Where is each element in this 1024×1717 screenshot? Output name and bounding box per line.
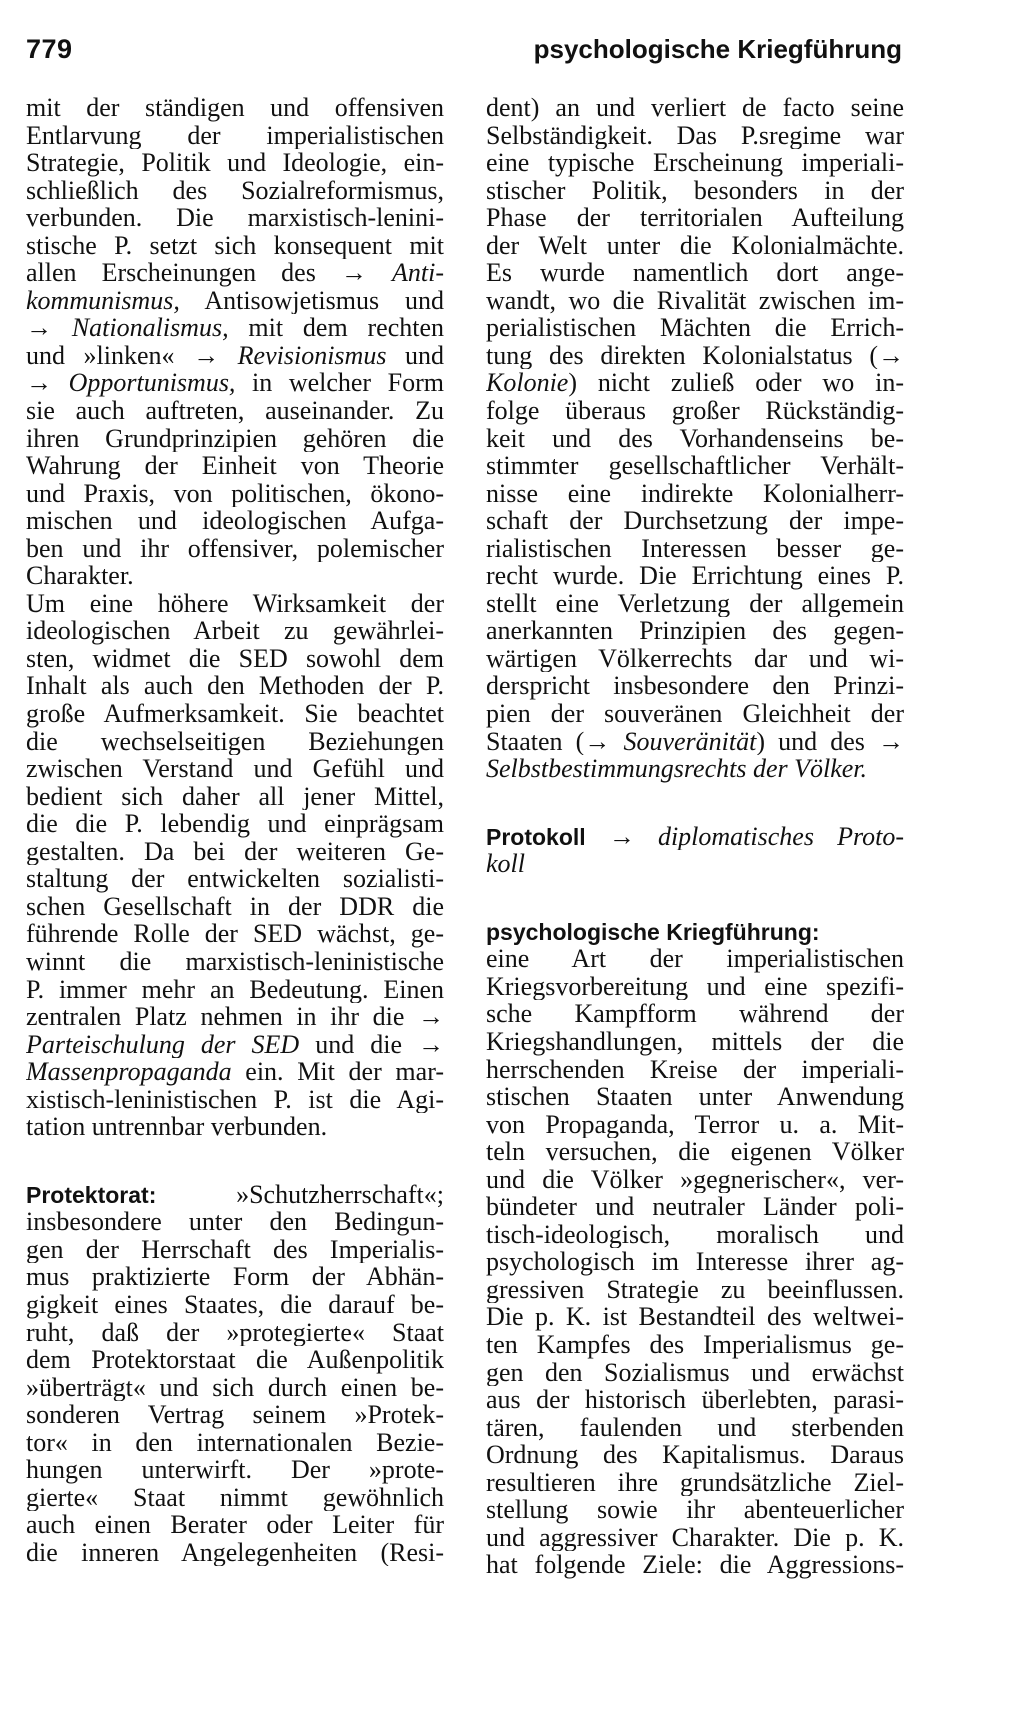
right-column (486, 94, 904, 1579)
running-title: psychologische Kriegführung (533, 34, 902, 64)
text-line: der Welt unter die Kolonialmächte. (486, 231, 904, 260)
text-line: Kolonie) nicht zuließ oder wo in- (486, 369, 904, 398)
text-line: tären, faulenden und sterbenden (486, 1413, 904, 1442)
crossref-diplomatisches-protokoll-cont: koll (486, 850, 525, 878)
text-line: schen Gesellschaft in der DDR die (26, 892, 444, 921)
text-line: dem Protektorstaat die Außenpolitik (26, 1346, 444, 1374)
text-line: recht wurde. Die Errichtung eines P. (486, 562, 904, 590)
text-line: gestalten. Da bei der weiteren Ge- (26, 837, 444, 866)
text-line: tor« in den internationalen Bezie- (26, 1428, 444, 1457)
text-line: tation untrennbar verbunden. (26, 1113, 328, 1141)
text-line: Ordnung des Kapitalismus. Daraus (486, 1441, 904, 1469)
text-line: und aggressiver Charakter. Die p. K. (486, 1523, 904, 1552)
text-line: zwischen Verstand und Gefühl und (26, 755, 444, 783)
text-line: Wahrung der Einheit von Theorie (26, 452, 444, 480)
text-line: und die Völker »gegnerischer«, ver- (486, 1165, 904, 1194)
text-line: Protokoll → diplomatisches Proto- (486, 822, 904, 851)
text-line: Die p. K. ist Bestandteil des weltwei- (486, 1303, 904, 1331)
headword-psychologische-kriegfuehrung: psychologische Kriegführung: (486, 918, 820, 945)
text-line: und Praxis, von politischen, ökono- (26, 479, 444, 508)
text-line: P. immer mehr an Bedeutung. Einen (26, 975, 444, 1004)
text-line: tisch-ideologisch, moralisch und (486, 1220, 904, 1249)
text-line: eine typische Erscheinung imperiali- (486, 149, 904, 177)
text-line: winnt die marxistisch-leninistische (26, 947, 444, 976)
text-line: stische P. setzt sich konsequent mit (26, 231, 444, 260)
text-line (486, 850, 904, 878)
left-column (26, 94, 444, 1566)
text-line: mus praktizierte Form der Abhän- (26, 1263, 444, 1291)
crossref-massenpropaganda: Massenpropaganda (26, 1058, 232, 1086)
text-line: führende Rolle der SED wächst, ge- (26, 920, 444, 948)
text-line: verbunden. Die marxistisch-lenini- (26, 204, 444, 232)
text-line: stimmter gesellschaftlicher Verhält- (486, 452, 904, 480)
text-line: gen den Sozialismus und erwächst (486, 1358, 904, 1387)
text-line: Um eine höhere Wirksamkeit der (26, 589, 444, 618)
text-line: stellung sowie ihr abenteuerlicher (486, 1496, 904, 1524)
text-line: herrschenden Kreise der imperiali- (486, 1055, 904, 1084)
text-line: kommunismus, Antisowjetismus und (26, 286, 444, 315)
text-line: xistisch-leninistischen P. ist die Agi- (26, 1085, 444, 1114)
text-line: nisse eine indirekte Kolonialherr- (486, 479, 904, 508)
crossref-diplomatisches-protokoll: diplomatisches Proto- (657, 822, 904, 851)
text-line: sonderen Vertrag seinem »Protek- (26, 1401, 444, 1429)
text-line: ihren Grundprinzipien gehören die (26, 424, 444, 453)
text-line: Es wurde namentlich dort ange- (486, 259, 904, 287)
text-line: hungen unterwirft. Der »prote- (26, 1456, 444, 1484)
text-line: gressiven Strategie zu beeinflussen. (486, 1275, 904, 1304)
text-line: Selbständigkeit. Das P.sregime war (486, 121, 904, 150)
text-line (486, 755, 904, 783)
text-line: teln versuchen, die eigenen Völker (486, 1138, 904, 1166)
text-line: insbesondere unter den Bedingun- (26, 1208, 444, 1236)
text-line: stischer Politik, besonders in der (486, 176, 904, 205)
crossref-kolonie: Kolonie (486, 369, 569, 398)
crossref-antikommunismus: Anti- (392, 259, 444, 287)
text-line: gen der Herrschaft des Imperialis- (26, 1235, 444, 1264)
text-line: »überträgt« und sich durch einen be- (26, 1373, 444, 1402)
text-line: Kriegshandlungen, mittels der die (486, 1027, 904, 1056)
text-line: Entlarvung der imperialistischen (26, 121, 444, 150)
text-line: Massenpropaganda ein. Mit der mar- (26, 1058, 444, 1086)
text-line: ruht, daß der »protegierte« Staat (26, 1318, 444, 1347)
text-line: tung des direkten Kolonialstatus (→ (486, 341, 904, 370)
text-line: ben und ihr offensiver, polemischer (26, 534, 444, 563)
text-line: sten, widmet die SED sowohl dem (26, 644, 444, 673)
text-line: ideologischen Arbeit zu gewährlei- (26, 617, 444, 645)
text-line: folge überaus großer Rückständig- (486, 397, 904, 425)
text-line: perialistischen Mächten die Errich- (486, 314, 904, 342)
text-line: keit und des Vorhandenseins be- (486, 424, 904, 453)
text-line: zentralen Platz nehmen in ihr die → (26, 1003, 444, 1031)
text-line: Phase der territorialen Aufteilung (486, 204, 904, 232)
text-line: allen Erscheinungen des → Anti- (26, 259, 444, 287)
text-line: ten Kampfes des Imperialismus ge- (486, 1330, 904, 1359)
text-line: sie auch auftreten, auseinander. Zu (26, 397, 444, 425)
text-line: Inhalt als auch den Methoden der P. (26, 672, 444, 701)
crossref-parteischulung: Parteischulung der SED (26, 1030, 300, 1059)
text-line: stischen Staaten unter Anwendung (486, 1083, 904, 1111)
text-line: von Propaganda, Terror u. a. Mit- (486, 1110, 904, 1139)
text-line: gigkeit eines Staates, die darauf be- (26, 1290, 444, 1319)
crossref-selbstbestimmungsrecht: Selbstbestimmungsrechts der Völker. (486, 755, 868, 783)
text-line: stellt eine Verletzung der allgemein (486, 589, 904, 618)
text-line: die inneren Angelegenheiten (Resi- (26, 1538, 444, 1567)
crossref-opportunismus: Opportunismus, (68, 369, 236, 398)
text-line: staltung der entwickelten sozialisti- (26, 865, 444, 893)
text-line: schaft der Durchsetzung der impe- (486, 507, 904, 535)
text-line: auch einen Berater oder Leiter für (26, 1511, 444, 1539)
text-line: Staaten (→ Souveränität) und des → (486, 727, 904, 756)
text-line: Kriegsvorbereitung und eine spezifi- (486, 972, 904, 1001)
text-line: resultieren ihre grundsätzliche Ziel- (486, 1468, 904, 1497)
crossref-souveraenitaet: Souveränität (623, 727, 757, 756)
text-line: → Nationalismus, mit dem rechten (26, 314, 444, 342)
text-line: bedient sich daher all jener Mittel, (26, 782, 444, 811)
text-line: bündeter und neutraler Länder poli- (486, 1193, 904, 1221)
text-line: die die P. lebendig und einprägsam (26, 810, 444, 838)
headword-protektorat: Protektorat: (26, 1181, 157, 1208)
text-line: gierte« Staat nimmt gewöhnlich (26, 1483, 444, 1512)
text-line (486, 918, 904, 946)
text-line: sche Kampfform während der (486, 1000, 904, 1028)
crossref-revisionismus: Revisionismus (237, 341, 387, 370)
text-line: anerkannten Prinzipien des gegen- (486, 617, 904, 645)
text-line: mit der ständigen und offensiven (26, 94, 444, 122)
text-line: mischen und ideologischen Aufga- (26, 507, 444, 535)
text-line: Parteischulung der SED und die → (26, 1030, 444, 1059)
crossref-nationalismus: Nationalismus, (71, 314, 229, 342)
headword-protokoll: Protokoll (486, 823, 586, 850)
text-line: Charakter. (26, 562, 134, 590)
text-line: wandt, wo die Rivalität zwischen im- (486, 286, 904, 315)
text-line: pien der souveränen Gleichheit der (486, 700, 904, 728)
text-line: rialistischen Interessen besser ge- (486, 534, 904, 563)
text-line: große Aufmerksamkeit. Sie beachtet (26, 700, 444, 728)
text-line: psychologisch im Interesse ihrer ag- (486, 1248, 904, 1276)
crossref-antikommunismus-cont: kommunismus, (26, 286, 180, 315)
page-number: 779 (26, 34, 73, 64)
text-line: dent) an und verliert de facto seine (486, 94, 904, 122)
text-line: die wechselseitigen Beziehungen (26, 727, 444, 756)
text-line: derspricht insbesondere den Prinzi- (486, 672, 904, 701)
text-line: eine Art der imperialistischen (486, 945, 904, 973)
text-line: Strategie, Politik und Ideologie, ein- (26, 149, 444, 177)
text-line: → Opportunismus, in welcher Form (26, 369, 444, 398)
text-line: hat folgende Ziele: die Aggressions- (486, 1551, 904, 1579)
text-line: aus der historisch überlebten, parasi- (486, 1386, 904, 1414)
text-line: und »linken« → Revisionismus und (26, 341, 444, 370)
text-line: wärtigen Völkerrechts dar und wi- (486, 644, 904, 673)
text-line: Protektorat: »Schutzherrschaft«; (26, 1180, 444, 1209)
text-line: schließlich des Sozialreformismus, (26, 176, 444, 205)
